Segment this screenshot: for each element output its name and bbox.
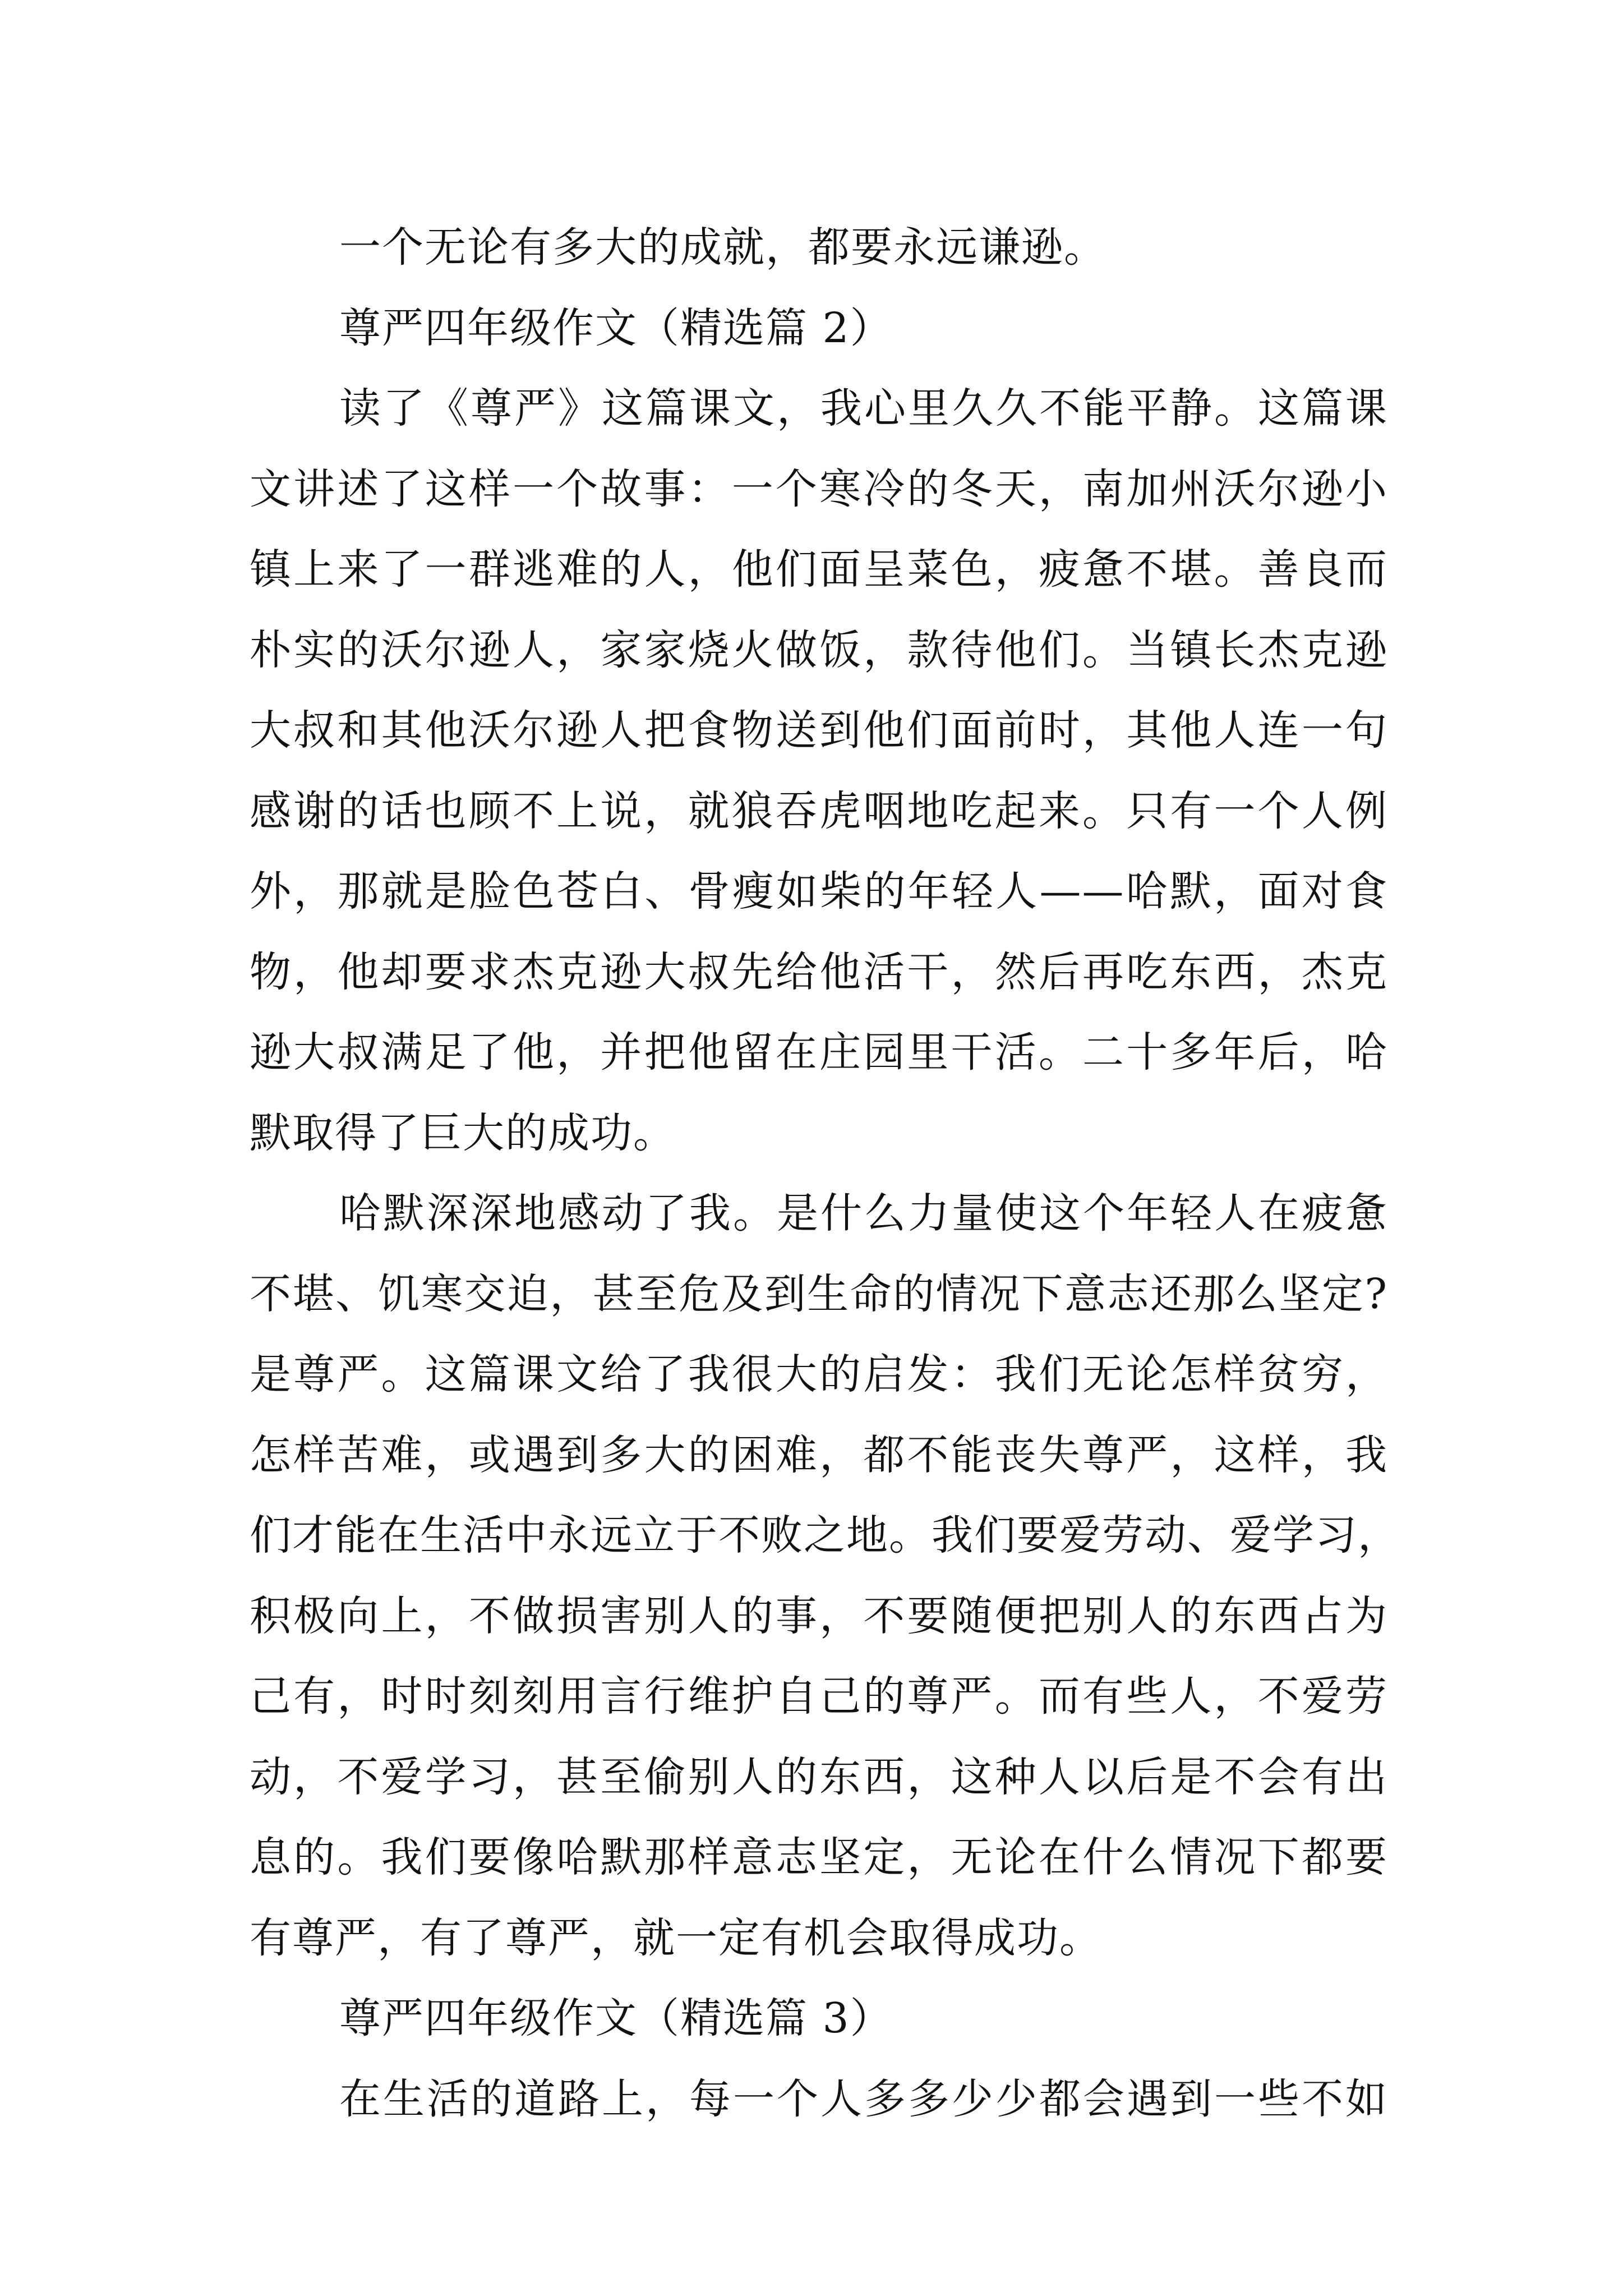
paragraph-line: 一个无论有多大的成就，都要永远谦逊。	[339, 223, 1106, 272]
paragraph-line: 哈默深深地感动了我。是什么力量使这个年轻人在疲惫	[339, 1189, 1388, 1237]
document-body	[250, 208, 1400, 2139]
paragraph-line: 有尊严，有了尊严，就一定有机会取得成功。	[250, 1913, 1102, 1962]
paragraph-line: 大叔和其他沃尔逊人把食物送到他们面前时，其他人连一句	[250, 706, 1388, 754]
paragraph-line: 积极向上，不做损害别人的事，不要随便把别人的东西占为	[250, 1591, 1388, 1640]
paragraph-line: 在生活的道路上，每一个人多多少少都会遇到一些不如	[339, 2074, 1388, 2123]
paragraph-line: 怎样苦难，或遇到多大的困难，都不能丧失尊严，这样，我	[250, 1430, 1388, 1479]
paragraph-line: 文讲述了这样一个故事：一个寒冷的冬天，南加州沃尔逊小	[250, 464, 1388, 513]
paragraph-line: 们才能在生活中永远立于不败之地。我们要爱劳动、爱学习，	[250, 1511, 1400, 1559]
paragraph-line: 镇上来了一群逃难的人，他们面呈菜色，疲惫不堪。善良而	[250, 545, 1388, 593]
section-heading: 尊严四年级作文（精选篇 3）	[339, 1994, 893, 2042]
section-heading: 尊严四年级作文（精选篇 2）	[339, 303, 893, 352]
paragraph-line: 息的。我们要像哈默那样意志坚定，无论在什么情况下都要	[250, 1833, 1388, 1881]
paragraph-line: 己有，时时刻刻用言行维护自己的尊严。而有些人，不爱劳	[250, 1672, 1388, 1720]
paragraph-line: 读了《尊严》这篇课文，我心里久久不能平静。这篇课	[339, 384, 1388, 432]
paragraph-line: 是尊严。这篇课文给了我很大的启发：我们无论怎样贫穷，	[250, 1350, 1388, 1398]
paragraph-line: 不堪、饥寒交迫，甚至危及到生命的情况下意志还那么坚定?	[250, 1269, 1388, 1318]
paragraph-line: 感谢的话也顾不上说，就狼吞虎咽地吃起来。只有一个人例	[250, 786, 1388, 835]
paragraph-line: 逊大叔满足了他，并把他留在庄园里干活。二十多年后，哈	[250, 1028, 1388, 1076]
paragraph-line: 外，那就是脸色苍白、骨瘦如柴的年轻人——哈默，面对食	[250, 867, 1388, 915]
paragraph-line: 动，不爱学习，甚至偷别人的东西，这种人以后是不会有出	[250, 1752, 1388, 1801]
paragraph-line: 默取得了巨大的成功。	[250, 1108, 676, 1157]
paragraph-line: 物，他却要求杰克逊大叔先给他活干，然后再吃东西，杰克	[250, 947, 1388, 996]
paragraph-line: 朴实的沃尔逊人，家家烧火做饭，款待他们。当镇长杰克逊	[250, 625, 1388, 674]
